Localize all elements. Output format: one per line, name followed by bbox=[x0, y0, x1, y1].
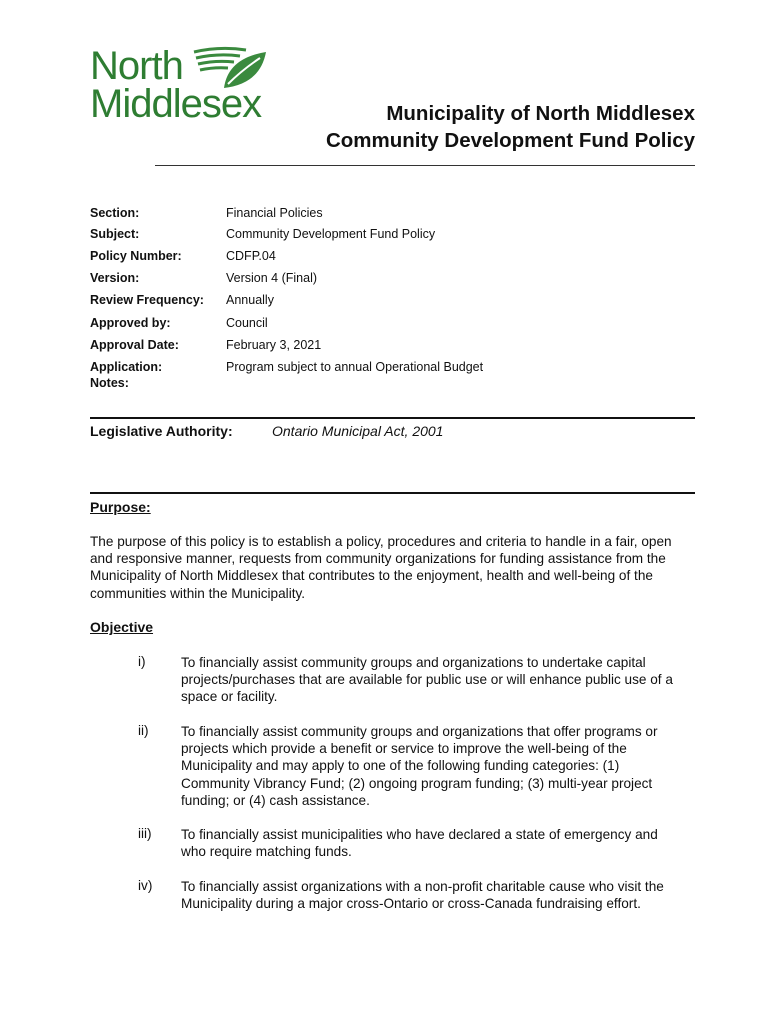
objective-item-text bbox=[181, 826, 696, 860]
title-divider bbox=[155, 165, 695, 166]
purpose-line: and responsive manner, requests from community organizations for funding assistance from the bbox=[90, 551, 666, 567]
purpose-heading: Purpose: bbox=[90, 499, 151, 515]
objective-line: who require matching funds. bbox=[181, 844, 352, 860]
review-frequency-value: Annually bbox=[226, 293, 274, 307]
title-line-2: Community Development Fund Policy bbox=[325, 129, 695, 152]
version-label: Version: bbox=[90, 271, 140, 285]
legislative-bottom-rule bbox=[90, 492, 695, 494]
objective-item-text bbox=[181, 723, 696, 809]
section-label: Section: bbox=[90, 206, 140, 220]
legislative-authority-value: Ontario Municipal Act, 2001 bbox=[272, 423, 444, 439]
objective-item-text bbox=[181, 654, 696, 706]
objective-line: space or facility. bbox=[181, 689, 278, 705]
application-label: Application: bbox=[90, 360, 163, 374]
purpose-line: communities within the Municipality. bbox=[90, 585, 306, 601]
objective-line: funding; or (4) cash assistance. bbox=[181, 792, 370, 808]
version-value: Version 4 (Final) bbox=[226, 271, 318, 285]
leaf-icon bbox=[190, 44, 268, 92]
section-value: Financial Policies bbox=[226, 206, 323, 220]
review-frequency-label: Review Frequency: bbox=[90, 293, 204, 307]
objective-number: iii) bbox=[138, 826, 152, 841]
objective-number: ii) bbox=[138, 723, 149, 738]
approval-date-value: February 3, 2021 bbox=[226, 338, 322, 352]
purpose-paragraph bbox=[90, 533, 690, 602]
objective-line: To financially assist organizations with a non-profit charitable cause who visit the bbox=[181, 879, 664, 894]
approved-by-label: Approved by: bbox=[90, 316, 171, 330]
objective-line: Municipality and may apply to one of the following funding categories: (1) bbox=[181, 758, 620, 774]
objective-number: iv) bbox=[138, 878, 153, 893]
purpose-line: The purpose of this policy is to establish a policy, procedures and criteria to handle in a fair, open bbox=[90, 534, 672, 549]
policy-number-label: Policy Number: bbox=[90, 249, 182, 263]
objective-heading: Objective bbox=[90, 619, 154, 635]
approval-date-label: Approval Date: bbox=[90, 338, 179, 352]
objective-line: To financially assist community groups and organizations that offer programs or bbox=[181, 724, 658, 739]
legislative-authority-label: Legislative Authority: bbox=[90, 423, 233, 439]
logo-line-middlesex: Middlesex bbox=[90, 82, 262, 126]
objective-line: Community Vibrancy Fund; (2) ongoing program funding; (3) multi-year project bbox=[181, 775, 653, 791]
application-value: Program subject to annual Operational Budget bbox=[226, 360, 484, 374]
objective-line: projects which provide a benefit or service to improve the well-being of the bbox=[181, 741, 627, 757]
approved-by-value: Council bbox=[226, 316, 268, 330]
subject-value: Community Development Fund Policy bbox=[226, 227, 436, 241]
objective-number: i) bbox=[138, 654, 146, 669]
document-title bbox=[326, 100, 695, 154]
objective-item-text bbox=[181, 878, 696, 912]
north-middlesex-logo bbox=[90, 44, 268, 124]
legislative-top-rule bbox=[90, 417, 695, 419]
objective-line: To financially assist community groups and organizations to undertake capital bbox=[181, 655, 646, 670]
notes-label: Notes: bbox=[90, 376, 129, 390]
subject-label: Subject: bbox=[90, 227, 140, 241]
objective-line: To financially assist municipalities who have declared a state of emergency and bbox=[181, 827, 658, 842]
objective-line: Municipality during a major cross-Ontario or cross-Canada fundraising effort. bbox=[181, 896, 641, 912]
purpose-line: Municipality of North Middlesex that contributes to the enjoyment, health and well-being of the bbox=[90, 568, 653, 584]
title-line-1: Municipality of North Middlesex bbox=[386, 102, 695, 125]
policy-number-value: CDFP.04 bbox=[226, 249, 276, 263]
objective-line: projects/purchases that are available for public use or will enhance public use of a bbox=[181, 672, 673, 688]
logo-line-north: North bbox=[90, 44, 183, 88]
